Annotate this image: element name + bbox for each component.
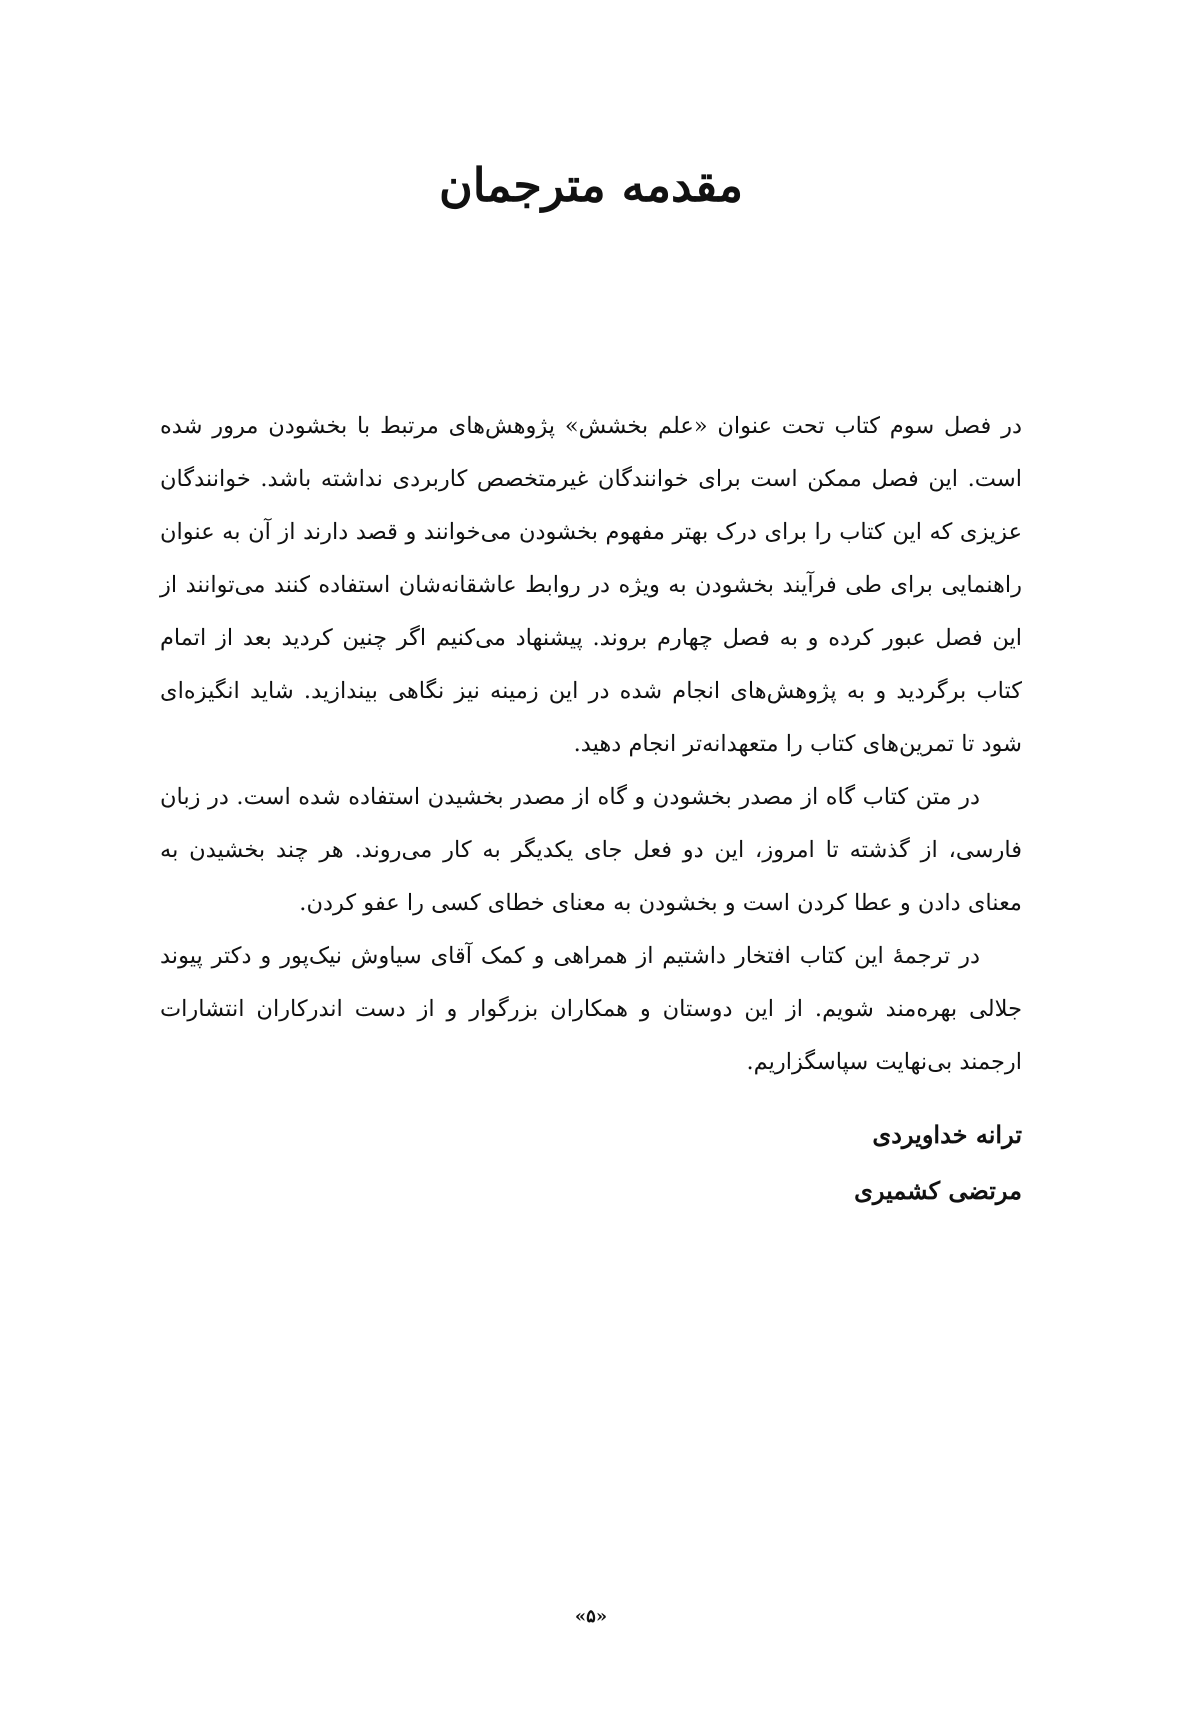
translator-name: مرتضی کشمیری [854,1176,1022,1205]
paragraph-terminology: در متن کتاب گاه از مصدر بخشودن و گاه از مصدر بخشیدن استفاده شده است. در زبان فارسی، از گذشته تا امروز، این دو فعل جای یکدیگر به کار می‌روند. هر چند بخشیدن به معنای دادن و عطا کردن است و بخشودن به معنای خطای کسی را عفو کردن. [160,784,1022,916]
document-body [160,400,1022,1089]
translator-name: ترانه خداویردی [872,1120,1022,1149]
page-title: مقدمه مترجمان [438,158,744,212]
paragraph-acknowledgements: در ترجمهٔ این کتاب افتخار داشتیم از همراهی و کمک آقای سیاوش نیک‌پور و دکتر پیوند جلالی بهره‌مند شویم. از این دوستان و همکاران بزرگوار و از دست اندرکاران انتشارات ارجمند بی‌نهایت سپاسگزاریم. [160,943,1022,1075]
page-number: «۵» [574,1606,608,1627]
paragraph-intro: در فصل سوم کتاب تحت عنوان «علم بخشش» پژوهش‌های مرتبط با بخشودن مرور شده است. این فصل ممکن است برای خوانندگان غیرمتخصص کاربردی نداشته باشد. خوانندگان عزیزی که این کتاب را برای درک بهتر مفهوم بخشودن می‌خوانند و قصد دارند از آن به عنوان راهنمایی برای طی فرآیند بخشودن به ویژه در روابط عاشقانه‌شان استفاده کنند می‌توانند از این فصل عبور کرده و به فصل چهارم بروند. پیشنهاد می‌کنیم اگر چنین کردید بعد از اتمام کتاب برگردید و به پژوهش‌های انجام شده در این زمینه نیز نگاهی بیندازید. شاید انگیزه‌ای شود تا تمرین‌های کتاب را متعهدانه‌تر انجام دهید. [160,413,1022,757]
translator-signatures [160,1107,1022,1219]
